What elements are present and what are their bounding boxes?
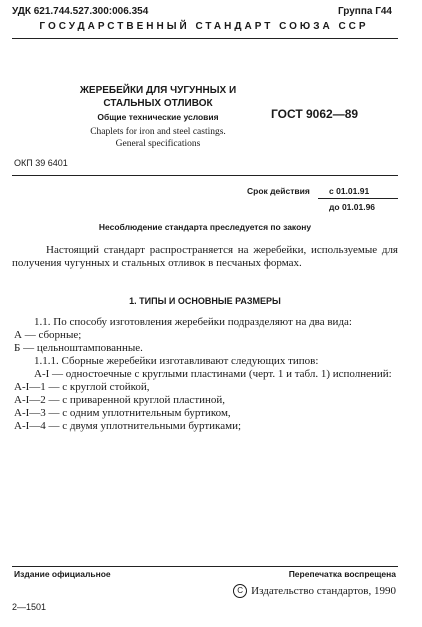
variant-item: А-I—1 — с круглой стойкой, xyxy=(14,381,150,393)
english-title-line-2: General specifications xyxy=(115,139,201,149)
validity-to: до 01.01.96 xyxy=(329,202,376,212)
paragraph-1-1: 1.1. По способу изготовления жеребейки подразделяют на два вида: xyxy=(34,316,352,328)
section-heading: 1. ТИПЫ И ОСНОВНЫЕ РАЗМЕРЫ xyxy=(129,296,281,306)
udk-code: УДК 621.744.527.300:006.354 xyxy=(12,6,149,17)
okp-code: ОКП 39 6401 xyxy=(14,158,68,168)
title-line-1: ЖЕРЕБЕЙКИ ДЛЯ ЧУГУННЫХ И xyxy=(79,85,237,96)
standard-header: ГОСУДАРСТВЕННЫЙ СТАНДАРТ СОЮЗА ССР xyxy=(39,21,369,32)
page-code: 2—1501 xyxy=(12,602,47,612)
violation-notice: Несоблюдение стандарта преследуется по закону xyxy=(98,222,312,232)
type-b-item: Б — цельноштампованные. xyxy=(14,342,143,354)
title-line-2: СТАЛЬНЫХ ОТЛИВОК xyxy=(103,98,213,109)
copyright-icon: C xyxy=(233,584,247,598)
variant-item: А-I—4 — с двумя уплотнительными буртиками; xyxy=(14,420,242,432)
type-a1-item: А-I — одностоечные с круглыми пластинами (черт. 1 и табл. 1) исполнений: xyxy=(34,368,392,380)
english-title xyxy=(58,126,258,150)
copyright-line xyxy=(233,584,396,598)
variant-item: А-I—2 — с приваренной круглой пластиной, xyxy=(14,394,226,406)
section-body xyxy=(14,316,398,433)
intro-paragraph: Настоящий стандарт распространяется на жеребейки, используемые для получения чугунных и стальных отливок в песчаных формах. xyxy=(12,244,398,269)
group-code: Группа Г44 xyxy=(337,6,392,17)
middle-divider xyxy=(12,175,398,176)
type-a-item: А — сборные; xyxy=(14,329,82,341)
variant-item: А-I—3 — с одним уплотнительным буртиком, xyxy=(14,407,231,419)
reprint-notice: Перепечатка воспрещена xyxy=(288,569,396,579)
paragraph-1-1-1: 1.1.1. Сборные жеребейки изготавливают следующих типов: xyxy=(34,355,319,367)
official-edition: Издание официальное xyxy=(14,569,111,579)
document-title xyxy=(58,84,258,110)
validity-divider xyxy=(318,198,398,199)
copyright-text: Издательство стандартов, 1990 xyxy=(251,585,396,597)
top-divider xyxy=(12,38,398,39)
bottom-divider xyxy=(12,566,398,567)
english-title-line-1: Chaplets for iron and steel castings. xyxy=(90,127,226,137)
gost-number: ГОСТ 9062—89 xyxy=(271,107,359,121)
validity-label: Срок действия xyxy=(247,186,310,196)
validity-from: с 01.01.91 xyxy=(329,186,370,196)
document-subtitle: Общие технические условия xyxy=(97,112,219,122)
